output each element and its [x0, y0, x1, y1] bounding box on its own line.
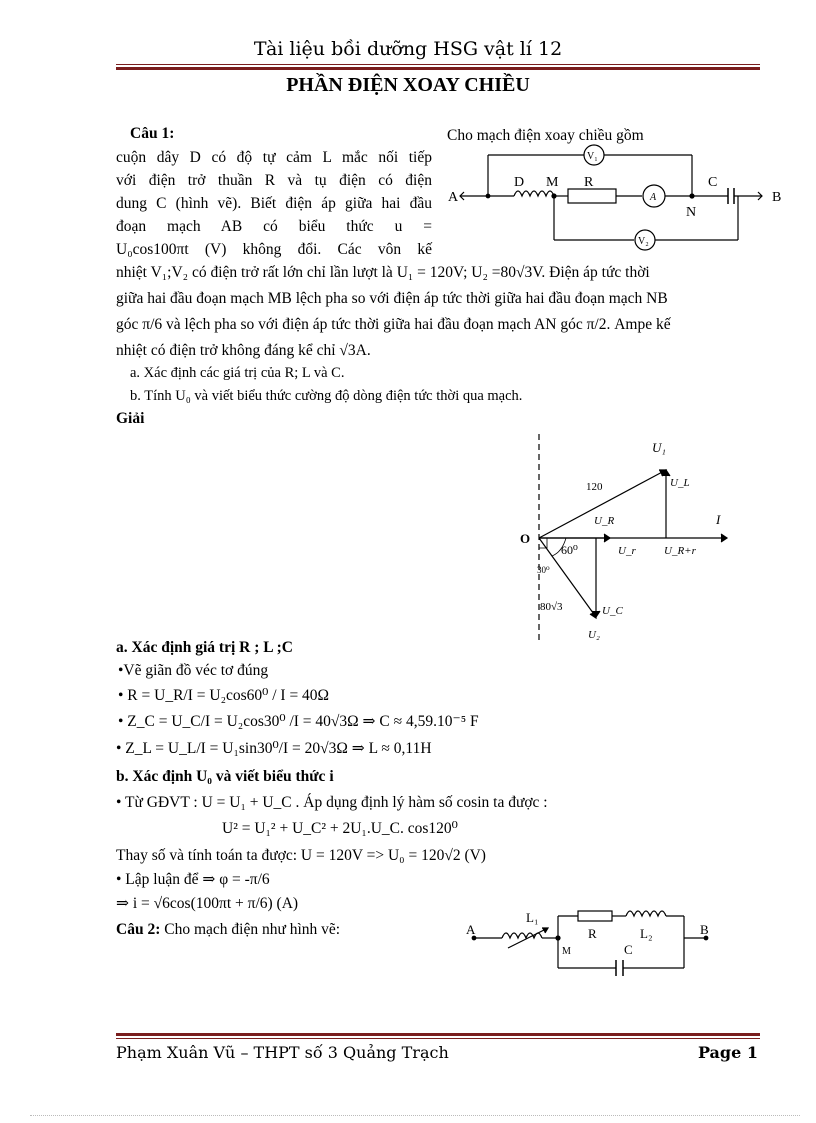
circuit2-label-m: M	[562, 946, 571, 957]
document-title: PHẦN ĐIỆN XOAY CHIỀU	[286, 74, 530, 96]
circuit1-label-d: D	[514, 175, 525, 190]
inductor-l2-shape	[626, 911, 666, 916]
circuit1-label-ammeter: A	[650, 192, 657, 203]
circuit1-label-m: M	[546, 175, 559, 190]
phasor-label-ur: U_R	[594, 515, 615, 527]
q1-intro-right: Cho mạch điện xoay chiều gồm	[447, 127, 644, 144]
phasor-label-uc: U_C	[602, 605, 623, 617]
phasor-label-u2: U₂	[588, 629, 600, 641]
q1-label: Câu 1:	[130, 125, 175, 142]
phasor-diagram	[512, 430, 762, 646]
page-bottom-dotted-line	[30, 1115, 800, 1116]
q2-label: Câu 2:	[116, 921, 161, 938]
solution-label: Giải	[116, 410, 145, 427]
circuit2-label-b: B	[700, 922, 709, 937]
phasor-label-60: 60⁰	[561, 543, 578, 557]
circuit1-label-a: A	[448, 190, 459, 205]
q1-full-line-1: nhiệt V₁;V₂ có điện trở rất lớn chỉ lần lượt là U₁ = 120V; U₂ =80√3V. Điện áp tức thời	[116, 264, 650, 281]
q2-text-row	[116, 918, 340, 941]
footer-rule-thin	[116, 1038, 760, 1039]
q2-text: Cho mạch điện như hình vẽ:	[164, 921, 341, 938]
header-title: Tài liệu bồi dưỡng HSG vật lí 12	[253, 38, 563, 60]
circuit2-label-l1: L₁	[526, 910, 539, 925]
resistor-r2-shape	[578, 911, 612, 921]
part-b-line-4: • Lập luận để ⇒ φ = -π/6	[116, 871, 270, 888]
part-b-line-2: U² = U₁² + U_C² + 2U₁.U_C. cos120⁰	[222, 820, 458, 837]
phasor-label-ul: U_L	[670, 477, 690, 489]
circuit1-label-v1: V₁	[587, 151, 598, 162]
q1-line-1: cuộn dây D có độ tự cảm L mắc nối tiếp	[116, 149, 432, 166]
q1-task-b: b. Tính U₀ và viết biểu thức cường độ dòng điện tức thời qua mạch.	[130, 388, 523, 404]
q1-line-4: đoạn mạch AB có biểu thức u =	[116, 218, 432, 235]
phasor-label-ur-small: U_r	[618, 545, 636, 557]
phasor-label-30: 30⁰	[537, 565, 550, 575]
circuit-diagram-1	[446, 142, 790, 254]
part-a-bullet-3: • Z_C = U_C/I = U₂cos30⁰ /I = 40√3Ω ⇒ C ≈ 4,59.10⁻⁵ F	[118, 713, 479, 730]
part-a-bullet-1: •Vẽ giãn đồ véc tơ đúng	[118, 662, 269, 679]
circuit-diagram-2	[462, 906, 724, 986]
part-a-heading: a. Xác định giá trị R ; L ;C	[116, 639, 293, 656]
footer-author: Phạm Xuân Vũ – THPT số 3 Quảng Trạch	[116, 1043, 449, 1062]
phasor-u1-vector	[539, 470, 666, 538]
circuit1-label-r: R	[584, 175, 594, 190]
part-b-line-5: ⇒ i = √6cos(100πt + π/6) (A)	[116, 895, 299, 912]
footer-rule-thick	[116, 1033, 760, 1036]
circuit1-label-c: C	[708, 175, 718, 190]
part-b-line-3: Thay số và tính toán ta được: U = 120V => U₀ = 120√2 (V)	[116, 847, 486, 864]
phasor-label-i: I	[716, 512, 721, 527]
q1-full-line-3: góc π/6 và lệch pha so với điện áp tức thời giữa hai đầu đoạn mạch AN góc π/2. Ampe kế	[116, 316, 671, 333]
q1-full-line-2: giữa hai đầu đoạn mạch MB lệch pha so với điện áp tức thời giữa hai đầu đoạn mạch NB	[116, 290, 668, 307]
circuit1-label-v2: V₂	[638, 236, 649, 247]
circuit1-label-n: N	[686, 205, 697, 220]
resistor-r-shape	[568, 189, 616, 203]
circuit1-label-b: B	[772, 190, 782, 205]
circuit2-label-c: C	[624, 942, 633, 957]
circuit2-label-l2: L₂	[640, 926, 653, 941]
q1-line-3: dung C (hình vẽ). Biết điện áp giữa hai đầu	[116, 195, 432, 212]
part-a-bullet-4: • Z_L = U_L/I = U₁sin30⁰/I = 20√3Ω ⇒ L ≈ 0,11H	[116, 740, 432, 757]
q1-line-2: với điện trở thuần R và tụ điện có điện	[116, 172, 432, 189]
phasor-label-80sqrt3: 80√3	[540, 601, 563, 613]
q1-task-a: a. Xác định các giá trị của R; L và C.	[130, 365, 345, 381]
phasor-label-urr: U_R+r	[664, 545, 696, 557]
inductor-d-shape	[514, 191, 554, 196]
phasor-label-origin: O	[520, 531, 531, 546]
header-rule-thin	[116, 64, 760, 65]
circuit2-label-r: R	[588, 926, 597, 941]
circuit2-label-a: A	[466, 922, 476, 937]
footer-page-number: Page 1	[697, 1043, 758, 1062]
part-b-heading: b. Xác định U₀ và viết biểu thức i	[116, 768, 334, 785]
phasor-label-u1: U₁	[652, 440, 666, 455]
part-b-line-1: • Từ GĐVT : U = U₁ + U_C . Áp dụng định lý hàm số cosin ta được :	[116, 794, 548, 811]
q1-line-5: U₀cos100πt (V) không đổi. Các vôn kế	[116, 241, 432, 258]
header-rule-thick	[116, 67, 760, 70]
q1-full-line-4: nhiệt có điện trở không đáng kể chỉ √3A.	[116, 342, 371, 359]
part-a-bullet-2: • R = U_R/I = U₂cos60⁰ / I = 40Ω	[118, 687, 330, 704]
phasor-label-120: 120	[586, 481, 603, 493]
